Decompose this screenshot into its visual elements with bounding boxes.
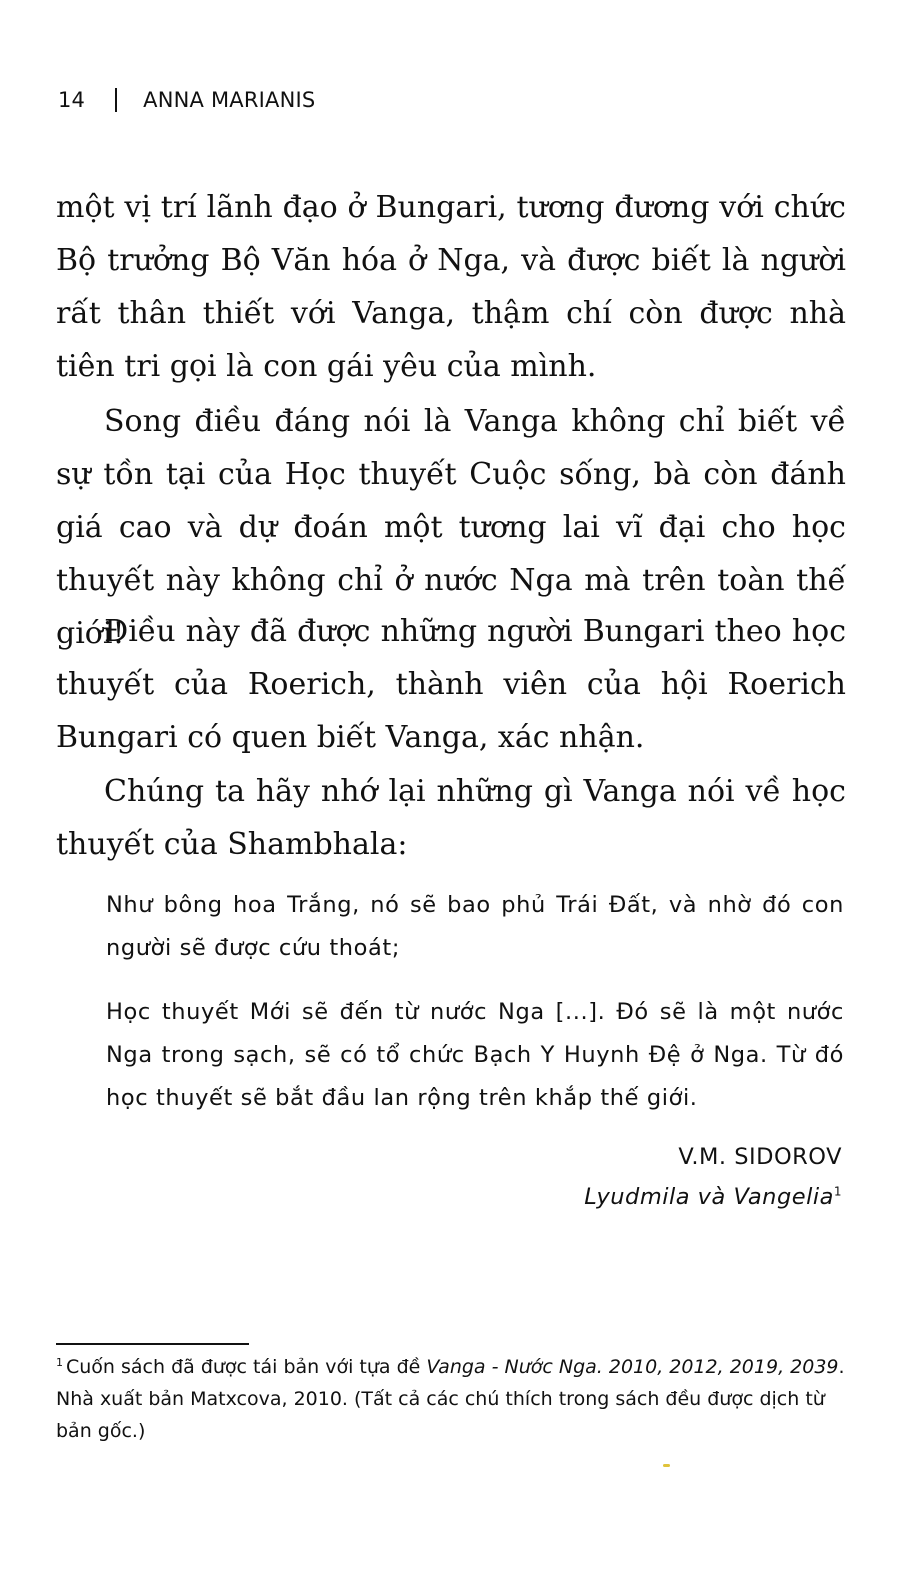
quote-book-title: Lyudmila và Vangelia [584, 1184, 834, 1210]
page-number: 14 [58, 88, 86, 112]
footnote-divider [56, 1343, 249, 1345]
footnote [56, 1351, 846, 1447]
block-quote-line-2: Học thuyết Mới sẽ đến từ nước Nga [...]. Đó sẽ là một nước Nga trong sạch, sẽ có tổ chức Bạch Y Huynh Đệ ở Nga. Từ đó học thuyết sẽ bắt đầu lan rộng trên khắp thế giới. [106, 999, 844, 1111]
body-paragraph-4: Chúng ta hãy nhớ lại những gì Vanga nói về học thuyết của Shambhala: [56, 774, 846, 862]
quote-attribution [584, 1137, 842, 1217]
quote-author: V.M. SIDOROV [678, 1144, 842, 1170]
header-separator [115, 88, 117, 112]
block-quote-line-1: Như bông hoa Trắng, nó sẽ bao phủ Trái Đất, và nhờ đó con người sẽ được cứu thoát; [106, 892, 844, 961]
footnote-italic-title: Vanga - Nước Nga. 2010, 2012, 2019, 2039 [426, 1356, 839, 1378]
footnote-text-after: . Nhà xuất bản Matxcova, 2010. (Tất cả các chú thích trong sách đều được dịch từ bản gốc.) [56, 1356, 845, 1442]
running-header [58, 88, 315, 112]
body-paragraph-1: một vị trí lãnh đạo ở Bungari, tương đương với chức Bộ trưởng Bộ Văn hóa ở Nga, và được biết là người rất thân thiết với Vanga, thậm chí còn được nhà tiên tri gọi là con gái yêu của mình. [56, 190, 846, 384]
body-paragraph-3: Điều này đã được những người Bungari theo học thuyết của Roerich, thành viên của hội Roerich Bungari có quen biết Vanga, xác nhận. [56, 614, 846, 755]
running-header-author: ANNA MARIANIS [143, 88, 316, 112]
quote-source [584, 1177, 842, 1217]
footnote-text-before: Cuốn sách đã được tái bản với tựa đề [66, 1356, 427, 1378]
footnote-mark: 1 [56, 1355, 63, 1369]
footnote-reference: 1 [833, 1184, 842, 1199]
print-speck [663, 1464, 670, 1467]
body-paragraph-2: Song điều đáng nói là Vanga không chỉ biết về sự tồn tại của Học thuyết Cuộc sống, bà còn đánh giá cao và dự đoán một tương lai vĩ đại cho học thuyết này không chỉ ở nước Nga mà trên toàn thế giới! [56, 404, 846, 651]
